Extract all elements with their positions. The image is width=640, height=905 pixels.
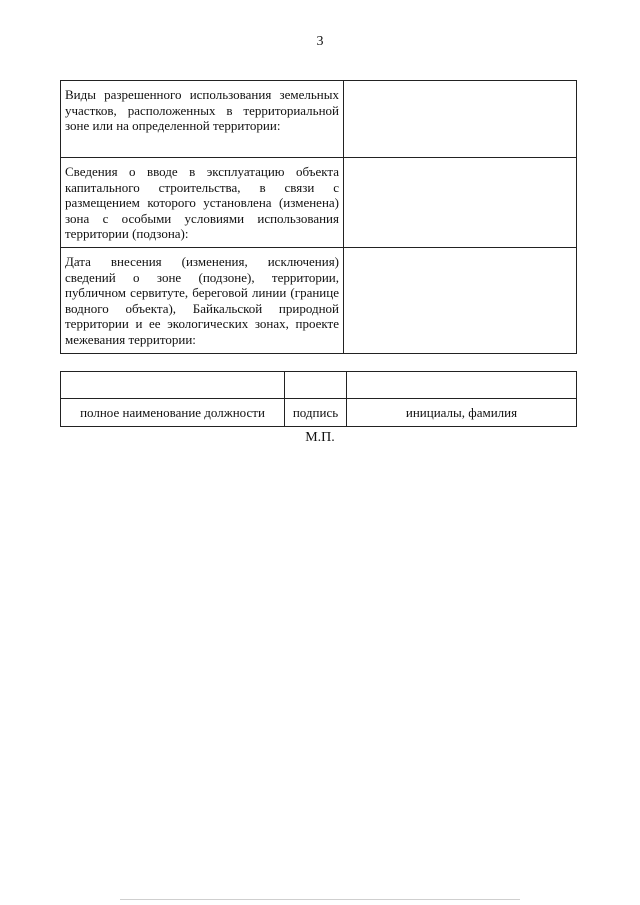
table-row [61,248,577,354]
page-number: 3 [316,34,324,49]
registry-info-table [60,80,577,354]
position-caption: полное наименование должности [61,399,285,427]
signature-table [60,371,577,427]
bottom-scan-edge [120,899,520,900]
signature-fields-row [61,372,577,399]
row-label-commissioning-info: Сведения о вводе в эксплуатацию объекта капитального строительства, в связи с размещением которого установлена (изменена) зона с особыми условиями использования территории (подзона): [61,158,344,248]
position-field [61,372,285,399]
row-value-entry-date [344,248,577,354]
table-row [61,81,577,158]
name-field [347,372,577,399]
row-label-permitted-use: Виды разрешенного использования земельных участков, расположенных в территориальной зоне или на определенной территории: [61,81,344,158]
signature-captions-row [61,399,577,427]
table-row [61,158,577,248]
row-value-commissioning-info [344,158,577,248]
name-caption: инициалы, фамилия [347,399,577,427]
signature-caption: подпись [285,399,347,427]
row-label-entry-date: Дата внесения (изменения, исключения) сведений о зоне (подзоне), территории, публичном сервитуте, береговой линии (границе водного объекта), Байкальской природной территории и ее экологических зонах, проекте межевания территории: [61,248,344,354]
row-value-permitted-use [344,81,577,158]
stamp-label: М.П. [305,430,335,445]
signature-field [285,372,347,399]
